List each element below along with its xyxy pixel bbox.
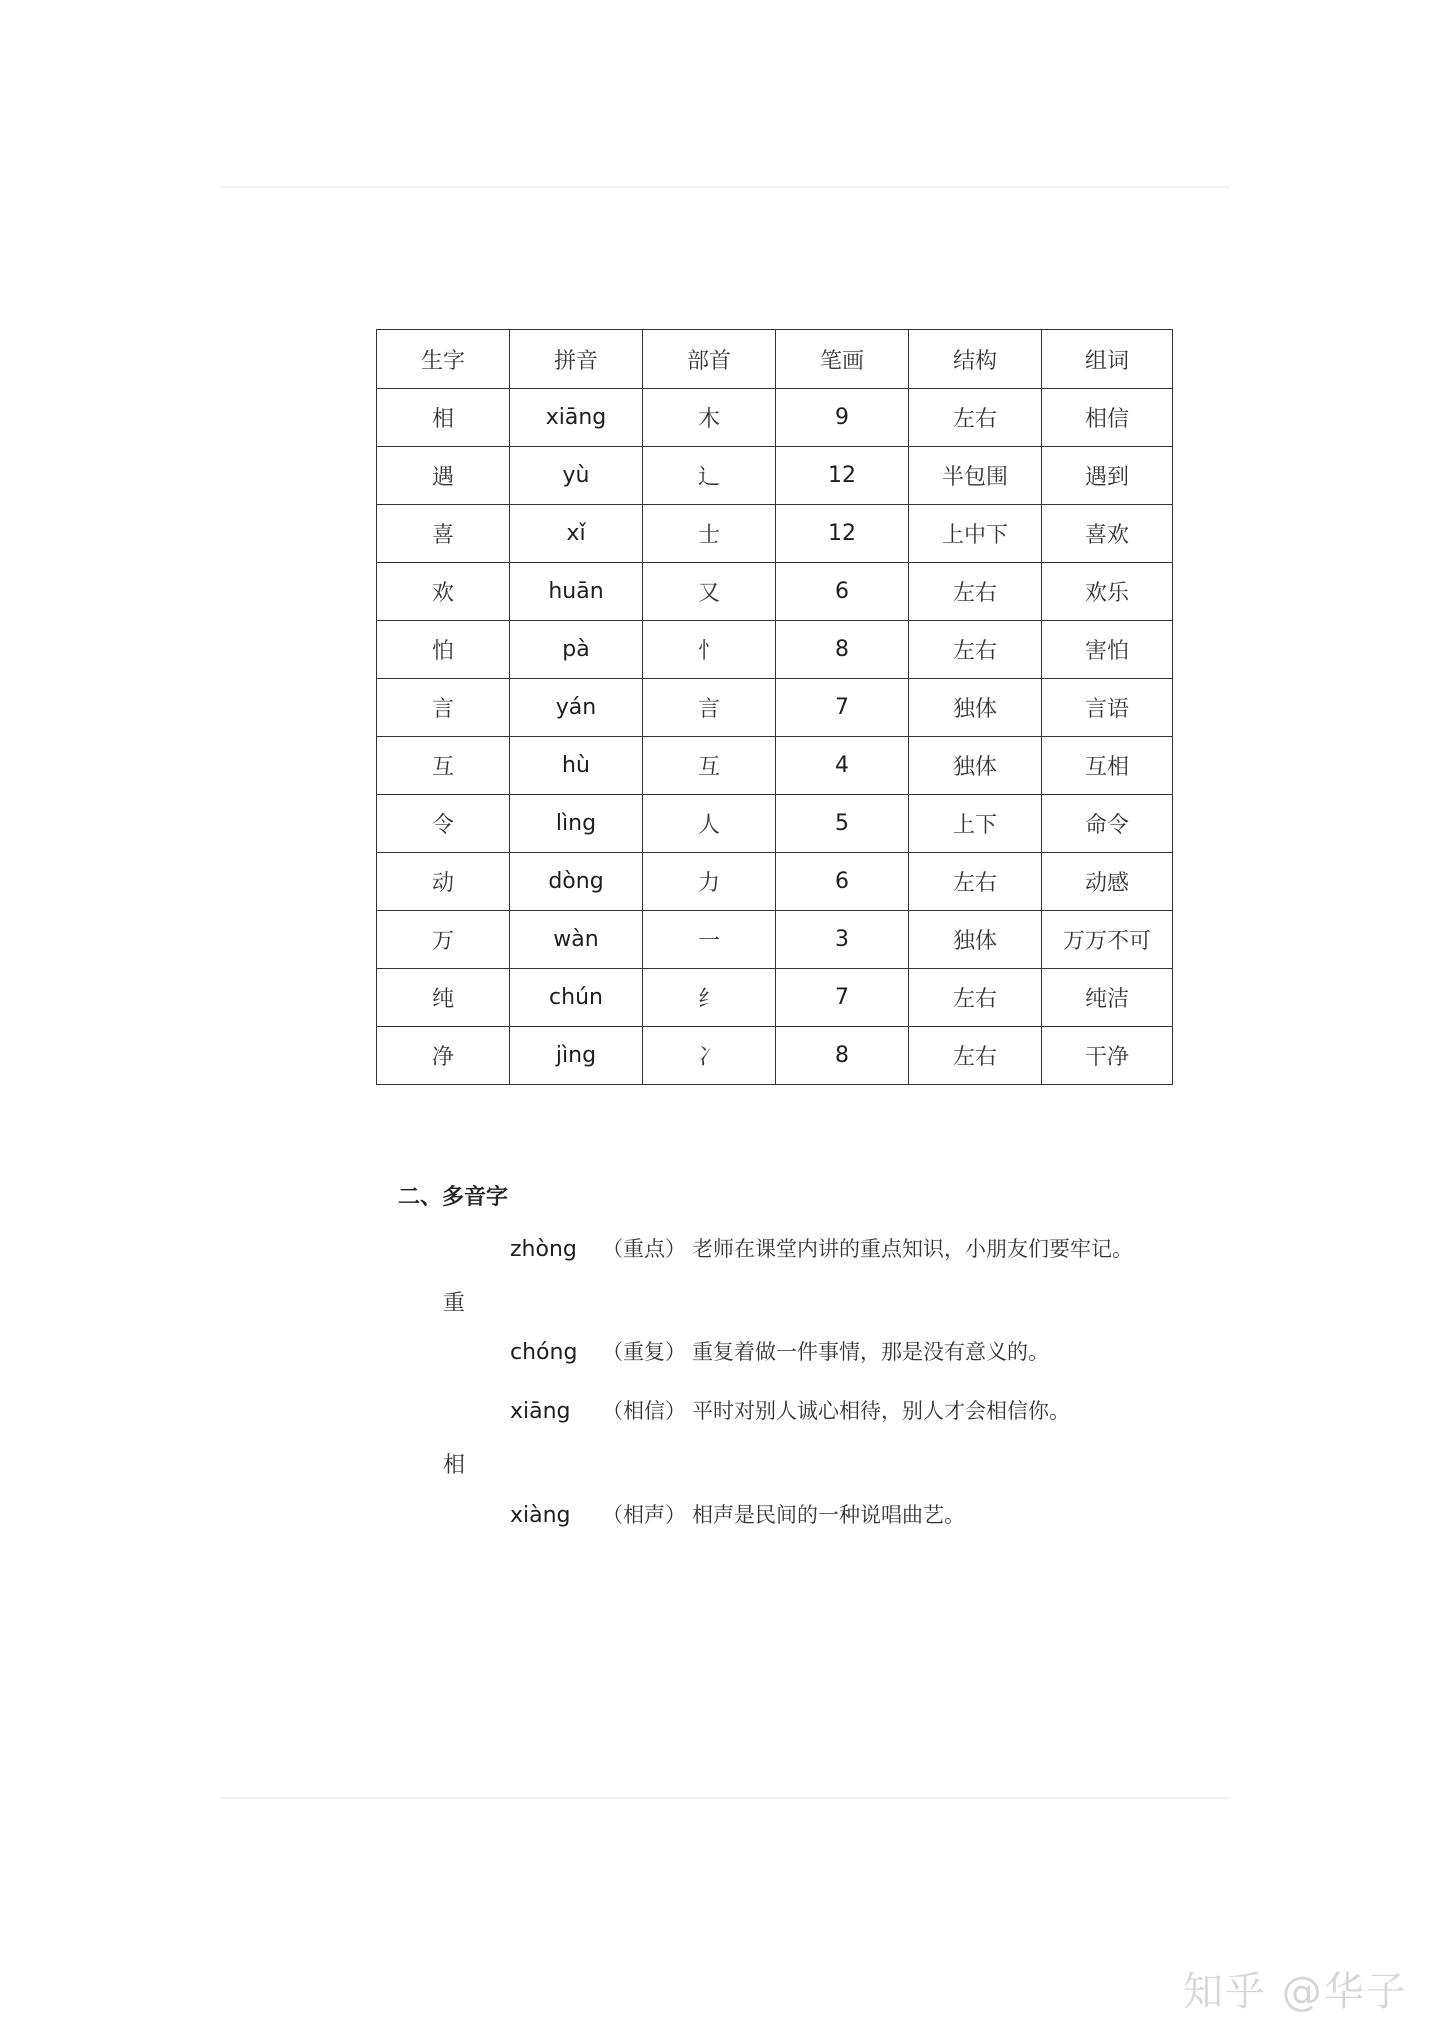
character-table xyxy=(376,329,1173,1085)
cell-structure: 左右 xyxy=(909,853,1042,911)
cell-radical: 力 xyxy=(643,853,776,911)
cell-pinyin: xiāng xyxy=(510,389,643,447)
reading-word: （重复） xyxy=(602,1340,686,1364)
cell-strokes: 8 xyxy=(776,1027,909,1085)
cell-strokes: 6 xyxy=(776,853,909,911)
reading-word: （重点） xyxy=(602,1237,686,1261)
cell-pinyin: jìng xyxy=(510,1027,643,1085)
page-bottom-edge xyxy=(220,1797,1230,1799)
table-row xyxy=(377,389,1173,447)
cell-structure: 左右 xyxy=(909,563,1042,621)
polyphone-character: 重 xyxy=(443,1291,466,1316)
table-row xyxy=(377,505,1173,563)
header-cell-radical: 部首 xyxy=(643,330,776,389)
cell-radical: 士 xyxy=(643,505,776,563)
cell-character: 遇 xyxy=(377,447,510,505)
cell-radical: 言 xyxy=(643,679,776,737)
cell-radical: 忄 xyxy=(643,621,776,679)
cell-pinyin: pà xyxy=(510,621,643,679)
table-body xyxy=(377,389,1173,1085)
cell-strokes: 9 xyxy=(776,389,909,447)
table-row xyxy=(377,795,1173,853)
header-cell-words: 组词 xyxy=(1042,330,1173,389)
cell-character: 纯 xyxy=(377,969,510,1027)
cell-character: 欢 xyxy=(377,563,510,621)
reading-sentence: 平时对别人诚心相待，别人才会相信你。 xyxy=(692,1399,1070,1423)
header-cell-character: 生字 xyxy=(377,330,510,389)
header-cell-strokes: 笔画 xyxy=(776,330,909,389)
cell-character: 净 xyxy=(377,1027,510,1085)
reading-pinyin: zhòng xyxy=(510,1237,577,1262)
reading-word: （相信） xyxy=(602,1399,686,1423)
cell-character: 言 xyxy=(377,679,510,737)
table-row xyxy=(377,737,1173,795)
cell-radical: 纟 xyxy=(643,969,776,1027)
watermark: 知乎 @华子 xyxy=(1183,1969,1408,2015)
cell-words: 互相 xyxy=(1042,737,1173,795)
cell-pinyin: xǐ xyxy=(510,505,643,563)
header-cell-structure: 结构 xyxy=(909,330,1042,389)
cell-structure: 半包围 xyxy=(909,447,1042,505)
reading-pinyin: chóng xyxy=(510,1340,578,1365)
cell-structure: 左右 xyxy=(909,1027,1042,1085)
cell-structure: 左右 xyxy=(909,389,1042,447)
cell-strokes: 8 xyxy=(776,621,909,679)
cell-radical: 人 xyxy=(643,795,776,853)
cell-words: 万万不可 xyxy=(1042,911,1173,969)
reading-row xyxy=(510,1233,1133,1263)
cell-words: 相信 xyxy=(1042,389,1173,447)
cell-strokes: 7 xyxy=(776,679,909,737)
reading-pinyin: xiàng xyxy=(510,1503,571,1528)
cell-words: 遇到 xyxy=(1042,447,1173,505)
table-row xyxy=(377,621,1173,679)
table-row xyxy=(377,679,1173,737)
table-row xyxy=(377,1027,1173,1085)
table-row xyxy=(377,447,1173,505)
cell-pinyin: dòng xyxy=(510,853,643,911)
header-cell-pinyin: 拼音 xyxy=(510,330,643,389)
cell-words: 纯洁 xyxy=(1042,969,1173,1027)
cell-radical: 辶 xyxy=(643,447,776,505)
cell-radical: 木 xyxy=(643,389,776,447)
reading-sentence: 相声是民间的一种说唱曲艺。 xyxy=(692,1503,965,1527)
cell-radical: 一 xyxy=(643,911,776,969)
cell-words: 害怕 xyxy=(1042,621,1173,679)
cell-character: 万 xyxy=(377,911,510,969)
cell-structure: 左右 xyxy=(909,969,1042,1027)
cell-strokes: 6 xyxy=(776,563,909,621)
table-row xyxy=(377,969,1173,1027)
cell-structure: 左右 xyxy=(909,621,1042,679)
cell-character: 令 xyxy=(377,795,510,853)
cell-strokes: 3 xyxy=(776,911,909,969)
reading-sentence: 老师在课堂内讲的重点知识，小朋友们要牢记。 xyxy=(692,1237,1133,1261)
table-row xyxy=(377,911,1173,969)
table-row xyxy=(377,563,1173,621)
polyphone-character: 相 xyxy=(443,1453,466,1478)
cell-character: 互 xyxy=(377,737,510,795)
cell-structure: 独体 xyxy=(909,911,1042,969)
cell-words: 干净 xyxy=(1042,1027,1173,1085)
cell-words: 欢乐 xyxy=(1042,563,1173,621)
cell-pinyin: yán xyxy=(510,679,643,737)
cell-pinyin: yù xyxy=(510,447,643,505)
cell-structure: 上中下 xyxy=(909,505,1042,563)
cell-radical: 冫 xyxy=(643,1027,776,1085)
reading-row xyxy=(510,1336,1049,1366)
page-top-edge xyxy=(220,186,1230,188)
cell-structure: 上下 xyxy=(909,795,1042,853)
cell-radical: 互 xyxy=(643,737,776,795)
cell-character: 相 xyxy=(377,389,510,447)
cell-structure: 独体 xyxy=(909,679,1042,737)
cell-pinyin: huān xyxy=(510,563,643,621)
cell-words: 动感 xyxy=(1042,853,1173,911)
reading-row xyxy=(510,1395,1070,1425)
cell-pinyin: wàn xyxy=(510,911,643,969)
reading-row xyxy=(510,1499,965,1529)
cell-structure: 独体 xyxy=(909,737,1042,795)
section-title: 二、多音字 xyxy=(398,1185,509,1210)
cell-pinyin: hù xyxy=(510,737,643,795)
cell-strokes: 7 xyxy=(776,969,909,1027)
table-header-row xyxy=(377,330,1173,389)
cell-character: 怕 xyxy=(377,621,510,679)
cell-words: 喜欢 xyxy=(1042,505,1173,563)
cell-radical: 又 xyxy=(643,563,776,621)
cell-pinyin: chún xyxy=(510,969,643,1027)
cell-strokes: 12 xyxy=(776,505,909,563)
cell-pinyin: lìng xyxy=(510,795,643,853)
reading-word: （相声） xyxy=(602,1503,686,1527)
cell-character: 动 xyxy=(377,853,510,911)
cell-strokes: 12 xyxy=(776,447,909,505)
cell-words: 命令 xyxy=(1042,795,1173,853)
table-row xyxy=(377,853,1173,911)
reading-pinyin: xiāng xyxy=(510,1399,571,1424)
reading-sentence: 重复着做一件事情，那是没有意义的。 xyxy=(692,1340,1049,1364)
cell-strokes: 4 xyxy=(776,737,909,795)
cell-strokes: 5 xyxy=(776,795,909,853)
cell-words: 言语 xyxy=(1042,679,1173,737)
cell-character: 喜 xyxy=(377,505,510,563)
